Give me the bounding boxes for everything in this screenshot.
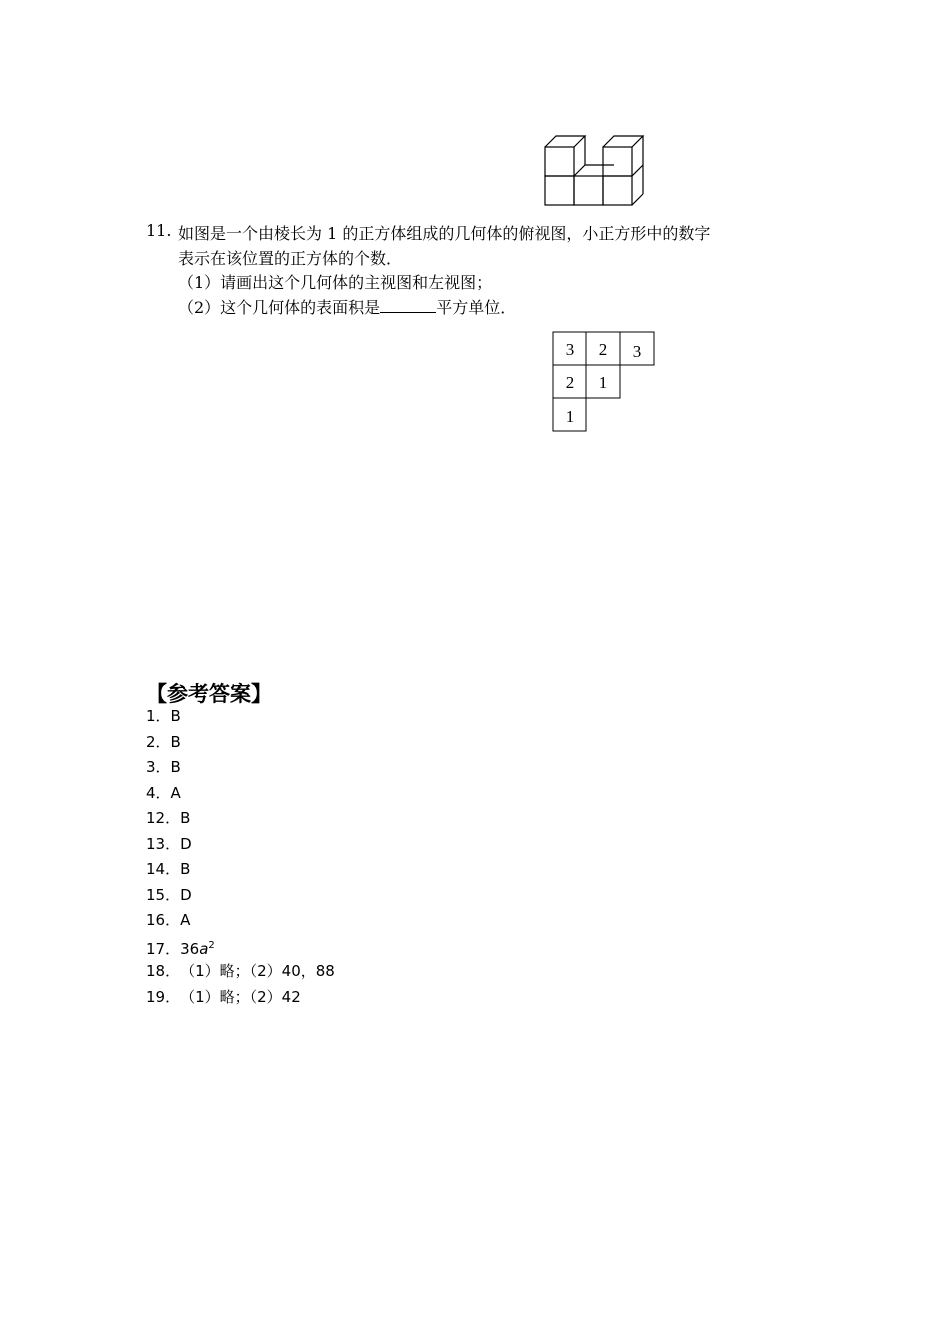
answer-text: A <box>180 911 191 929</box>
answer-item <box>146 705 335 731</box>
answer-item <box>146 960 335 986</box>
grid-value-r2c2: 1 <box>598 373 608 392</box>
answer-blank <box>380 298 436 313</box>
grid-value-r2c1: 2 <box>565 373 575 392</box>
question-part-2 <box>178 295 516 318</box>
part2-prefix: （2）这个几何体的表面积是 <box>178 298 381 317</box>
answer-text: D <box>180 885 192 904</box>
answer-item <box>146 833 335 859</box>
answer-item <box>146 756 335 782</box>
answer-text: B <box>180 809 191 827</box>
answer-text: B <box>170 707 181 725</box>
question-number: 11. <box>146 221 172 240</box>
answer-item <box>146 782 335 808</box>
top-view-grid <box>552 331 656 433</box>
answer-number: 12． <box>146 809 181 827</box>
answer-item <box>146 909 335 935</box>
question-line-2: 表示在该位置的正方体的个数． <box>178 249 403 268</box>
answer-number: 16． <box>146 911 181 929</box>
answer-number: 2． <box>146 732 171 751</box>
answer-number: 13． <box>146 834 181 853</box>
answer-number: 19． <box>146 987 181 1006</box>
answer-item <box>146 986 335 1012</box>
answer-item <box>146 858 335 884</box>
answer-text: B <box>170 758 181 776</box>
answer-text: A <box>170 783 181 802</box>
grid-value-r3c1: 1 <box>565 407 575 426</box>
answer-exponent: 2 <box>208 939 215 951</box>
question-line-1: 如图是一个由棱长为 1 的正方体组成的几何体的俯视图，小正方形中的数字 <box>178 224 711 243</box>
answer-number: 15． <box>146 885 181 904</box>
answer-text: （1）略；（2）40，88 <box>180 962 335 980</box>
answer-item <box>146 884 335 910</box>
answer-number: 1． <box>146 707 171 725</box>
answer-text: B <box>170 732 181 751</box>
answer-number: 18． <box>146 962 181 980</box>
answer-item <box>146 731 335 757</box>
answer-number: 17． <box>146 939 181 958</box>
answer-item <box>146 935 335 961</box>
answer-text: B <box>180 860 191 878</box>
answers-list <box>146 705 335 1011</box>
question-part-1: （1）请画出这个几何体的主视图和左视图； <box>178 273 493 292</box>
answer-number: 4． <box>146 783 171 802</box>
answer-number: 3． <box>146 758 171 776</box>
part2-suffix: 平方单位． <box>436 298 517 317</box>
cube-solid-figure <box>543 134 647 208</box>
answer-text: D <box>180 834 192 853</box>
answer-text: （1）略；（2）42 <box>180 987 301 1006</box>
answer-item <box>146 807 335 833</box>
answer-text: 36 <box>180 939 200 958</box>
grid-value-r1c3: 3 <box>632 342 642 361</box>
answer-variable: a <box>199 939 209 958</box>
answers-title: 【参考答案】 <box>146 682 272 706</box>
answer-number: 14． <box>146 860 181 878</box>
grid-value-r1c1: 3 <box>565 340 575 359</box>
grid-value-r1c2: 2 <box>598 340 608 359</box>
